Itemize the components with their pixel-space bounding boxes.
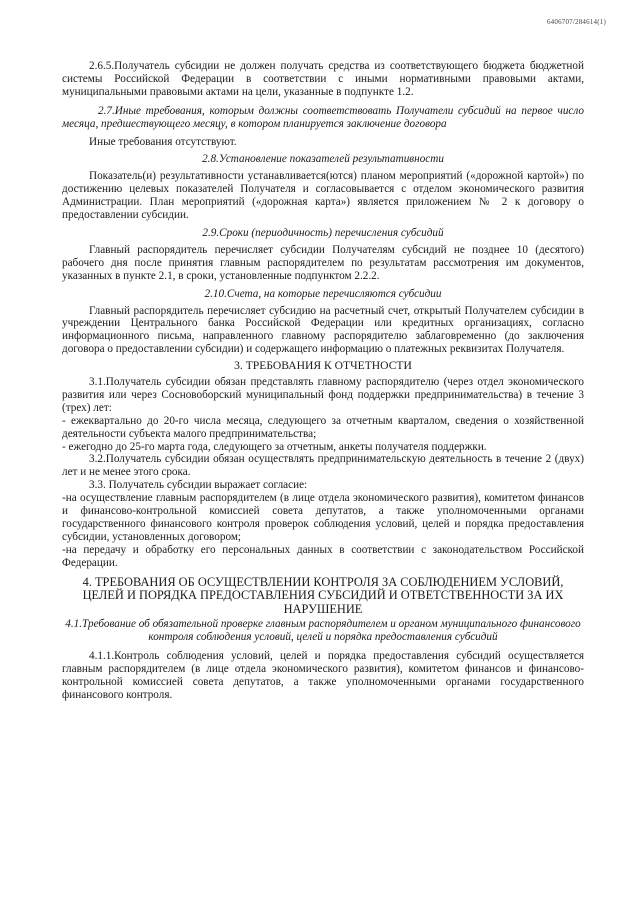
paragraph-2-9: Главный распорядитель перечисляет субсидии Получателям субсидий не позднее 10 (десятого) рабочего дня после принятия главным распорядителем по результатам рассмотрения им документов, указанных в пункте 2.1, в сроки, установленные подпунктом 2.2.2. — [62, 243, 584, 282]
paragraph-3-2: 3.2.Получатель субсидии обязан осуществлять предпринимательскую деятельность в течение 2 (двух) лет и не менее этого срока. — [62, 453, 584, 479]
document-id: 6406707/284614(1) — [546, 18, 606, 26]
section-2-7-title: 2.7.Иные требования, которым должны соответствовать Получатели субсидий на первое число месяца, предшествующего месяцу, в котором планируется заключение договора — [62, 104, 584, 130]
paragraph-2-6-5: 2.6.5.Получатель субсидии не должен получать средства из соответствующего бюджета бюджетной системы Российской Федерации в соответствии с иными нормативными правовыми актами, муниципальными правовыми актами на цели, указанные в подпункте 1.2. — [62, 60, 584, 98]
section-4-1-title: 4.1.Требование об обязательной проверке главным распорядителем и органом муниципального финансового контроля соблюдения условий, целей и порядка предоставления субсидий — [65, 618, 581, 644]
document-body — [62, 60, 584, 702]
paragraph-3-1-b: - ежегодно до 25-го марта года, следующего за отчетным, анкеты получателя поддержки. — [62, 440, 487, 453]
section-2-10-title: 2.10.Счета, на которые перечисляются субсидии — [204, 287, 442, 300]
section-2-9-title: 2.9.Сроки (периодичность) перечисления субсидий — [202, 226, 444, 239]
paragraph-2-10: Главный распорядитель перечисляет субсидию на расчетный счет, открытый Получателем субсидии в учреждении Центрального банка Российской Федерации или кредитных организациях, согласно информационного письма, направленного главному распорядителю заблаговременно (до заключения договора о предоставлении субсидии) и содержащего информацию о платежных реквизитах Получателя. — [62, 304, 584, 356]
paragraph-3-1: 3.1.Получатель субсидии обязан представлять главному распорядителю (через отдел экономического развития или через Сосновоборский муниципальный фонд поддержки предпринимательства) в течение 3 (трех) лет: — [62, 376, 584, 414]
paragraph-3-3-b: -на передачу и обработку его персональных данных в соответствии с законодательством Российской Федерации. — [62, 543, 584, 569]
paragraph-4-1-1: 4.1.1.Контроль соблюдения условий, целей и порядка предоставления субсидий осуществляется главным распорядителем (в лице отдела экономического развития), комитетом финансов и финансово-контрольной комиссией совета депутатов, а также уполномоченными органами государственного финансового контроля. — [62, 650, 584, 701]
paragraph-2-8: Показатель(и) результативности устанавливается(ются) планом мероприятий («дорожной картой») по достижению целевых показателей Получателя и согласовывается с отделом экономического развития Администрации. План мероприятий («дорожная карта») является приложением № 2 к договору о предоставлении субсидии. — [62, 170, 584, 222]
paragraph-3-1-a: - ежеквартально до 20-го числа месяца, следующего за отчетным кварталом, сведения о хозяйственной деятельности субъекта малого предпринимательства; — [62, 414, 584, 440]
section-3-heading: 3. ТРЕБОВАНИЯ К ОТЧЕТНОСТИ — [234, 359, 412, 373]
paragraph-3-3: 3.3. Получатель субсидии выражает согласие: — [89, 479, 308, 492]
section-4-heading: 4. ТРЕБОВАНИЯ ОБ ОСУЩЕСТВЛЕНИИ КОНТРОЛЯ ЗА СОБЛЮДЕНИЕМ УСЛОВИЙ, ЦЕЛЕЙ И ПОРЯДКА ПРЕДОСТАВЛЕНИЯ СУБСИДИЙ И ОТВЕТСТВЕННОСТИ ЗА ИХ НАРУШЕНИЕ — [82, 574, 564, 616]
paragraph-3-3-a: -на осуществление главным распорядителем (в лице отдела экономического развития), комитетом финансов и финансово-контрольной комиссией совета депутатов, а также уполномоченными органами государственного финансового контроля проверок соблюдения условий, целей и порядка предоставления субсидии, установленных договором; — [62, 492, 584, 543]
section-2-8-title: 2.8.Установление показателей результативности — [202, 153, 444, 166]
paragraph-2-7: Иные требования отсутствуют. — [89, 135, 237, 148]
